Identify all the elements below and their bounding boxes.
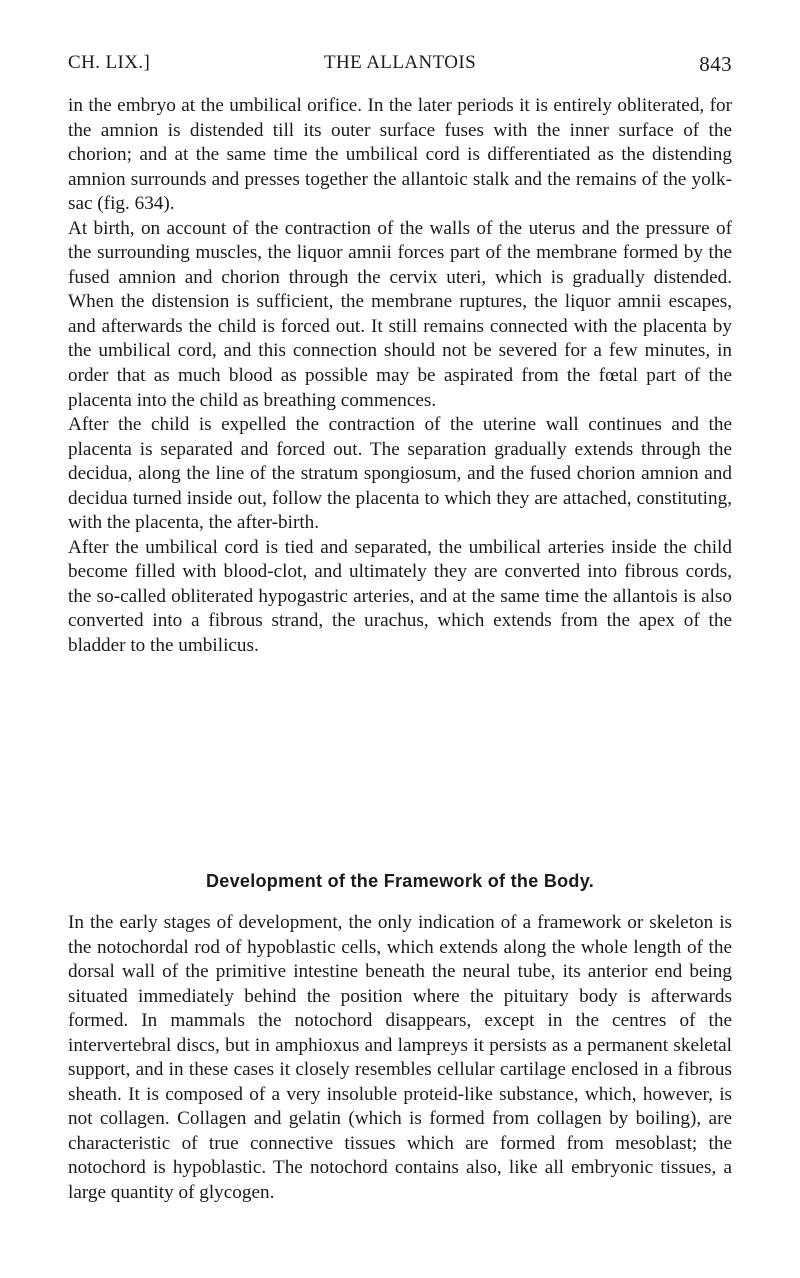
section-heading: Development of the Framework of the Body.	[205, 871, 594, 891]
paragraph: At birth, on account of the contraction of the walls of the uterus and the pressure of the surrounding muscles, the liquor amnii forces part of the membrane formed by the fused amnion and chorion through the cervix uteri, which is gradually distended. When the distension is sufficient, the membrane ruptures, the liquor amnii escapes, and afterwards the child is forced out. It still remains connected with the placenta by the umbilical cord, and this connection should not be severed for a few minutes, in order that as much blood as possible may be aspirated from the fœtal part of the placenta into the child as breathing commences.	[68, 217, 732, 411]
page-number: 843	[699, 52, 732, 76]
section-text	[68, 911, 732, 1206]
paragraph: After the child is expelled the contraction of the uterine wall continues and the placenta is separated and forced out. The separation gradually extends through the decidua, along the line of the stratum spongiosum, and the fused chorion amnion and decidua turned inside out, follow the placenta to which they are attached, constituting, with the placenta, the after-birth.	[68, 414, 732, 534]
paragraph: In the early stages of development, the only indication of a framework or skeleton is the notochordal rod of hypoblastic cells, which extends along the whole length of the dorsal wall of the primitive intestine beneath the neural tube, its anterior end being situated immediately behind the position where the pituitary body is afterwards formed. In mammals the notochord disappears, except in the centres of the intervertebral discs, but in amphioxus and lampreys it persists as a permanent skeletal support, and in these cases it closely resembles cellular cartilage enclosed in a fibrous sheath. It is composed of a very insoluble proteid-like substance, which, however, is not collagen. Collagen and gelatin (which is formed from collagen by boiling), are characteristic of true connective tissues which are formed from mesoblast; the notochord is hypoblastic. The notochord contains also, like all embryonic tissues, a large quantity of glycogen.	[68, 912, 732, 1204]
paragraph: After the umbilical cord is tied and separated, the umbilical arteries inside the child become filled with blood-clot, and ultimately they are converted into fibrous cords, the so-called obliterated hypogastric arteries, and at the same time the allantois is also converted into a fibrous strand, the urachus, which extends from the apex of the bladder to the umbilicus.	[68, 536, 732, 657]
paragraph: in the embryo at the umbilical orifice. In the later periods it is entirely obliterated, for the amnion is distended till its outer surface fuses with the inner surface of the chorion; and at the same time the umbilical cord is differentiated as the distending amnion surrounds and presses together the allantoic stalk and the remains of the yolk-sac (fig. 634).	[68, 95, 732, 215]
chapter-label: CH. LIX.]	[68, 52, 151, 73]
main-text	[68, 94, 732, 659]
page-title: THE ALLANTOIS	[323, 52, 477, 73]
running-head	[68, 52, 732, 78]
